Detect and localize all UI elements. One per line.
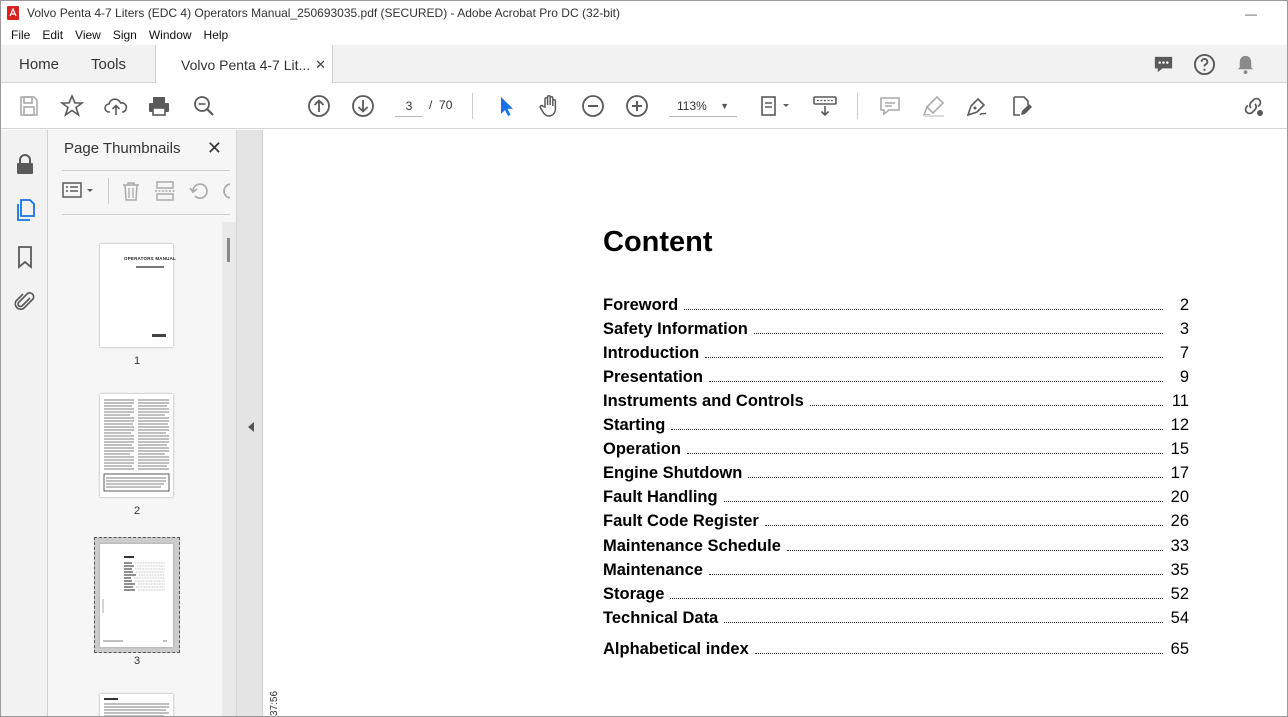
rotate-clockwise-icon[interactable] xyxy=(220,180,230,202)
toc-leader-dots xyxy=(671,429,1163,430)
share-link-icon[interactable] xyxy=(1241,94,1265,118)
thumbnail-1-subtitle xyxy=(136,266,164,268)
chevron-down-icon: ▼ xyxy=(720,101,729,111)
header-right-icons xyxy=(1152,53,1257,76)
bookmark-star-icon[interactable] xyxy=(60,94,84,118)
toc-entry-title: Instruments and Controls xyxy=(603,392,804,410)
save-icon[interactable] xyxy=(17,94,41,118)
scroll-mode-icon[interactable] xyxy=(813,94,837,118)
find-zoom-icon[interactable] xyxy=(192,94,216,118)
toc-leader-dots xyxy=(687,453,1163,454)
toc-leader-dots xyxy=(724,622,1163,623)
toc-entry-page: 20 xyxy=(1170,488,1189,506)
sign-pen-icon[interactable] xyxy=(965,94,989,118)
toc-entry[interactable] xyxy=(603,413,1189,435)
toc-entry-title: Foreword xyxy=(603,296,679,314)
toc-entry[interactable] xyxy=(603,485,1189,507)
page-fit-icon[interactable] xyxy=(759,94,793,118)
print-icon[interactable] xyxy=(147,94,171,118)
toc-entry[interactable] xyxy=(603,606,1189,628)
toc-entry[interactable] xyxy=(603,461,1189,483)
toc-leader-dots xyxy=(755,653,1163,654)
toc-leader-dots xyxy=(684,309,1163,310)
bookmarks-icon[interactable] xyxy=(13,245,37,269)
toc-entry-page: 35 xyxy=(1170,561,1189,579)
window-title: Volvo Penta 4-7 Liters (EDC 4) Operators Manual_250693035.pdf (SECURED) - Adobe Acrobat Pro DC (32-bit) xyxy=(27,6,620,20)
page-thumbnail-1[interactable] xyxy=(100,244,177,347)
collapse-arrow-icon[interactable] xyxy=(248,422,254,432)
page-thumbnails-icon[interactable] xyxy=(13,198,37,222)
toc-entry[interactable] xyxy=(603,365,1189,387)
toolbar-divider xyxy=(472,93,473,119)
toc-entry-page: 65 xyxy=(1170,640,1189,658)
tab-home[interactable]: Home xyxy=(19,55,60,73)
toc-entry-page: 15 xyxy=(1170,440,1189,458)
menu-sign[interactable]: Sign xyxy=(112,28,137,42)
total-pages: 70 xyxy=(439,98,453,112)
toc-entry-title: Storage xyxy=(603,585,665,603)
document-view[interactable] xyxy=(263,130,1287,717)
toc-entry-page: 3 xyxy=(1179,320,1189,338)
toc-entry-title: Maintenance xyxy=(603,561,703,579)
menu-file[interactable]: File xyxy=(11,28,31,42)
page-thumbnails-panel xyxy=(48,130,237,717)
toc-leader-dots xyxy=(670,598,1163,599)
toc-entry-title: Alphabetical index xyxy=(603,640,749,658)
toc-entry-page: 17 xyxy=(1170,464,1189,482)
toc-entry[interactable] xyxy=(603,341,1189,363)
tab-document-label: Volvo Penta 4-7 Lit... xyxy=(181,56,311,73)
tab-tools[interactable]: Tools xyxy=(91,55,127,73)
toolbar-divider xyxy=(857,93,858,119)
navigation-rail xyxy=(1,130,48,717)
toc-entry-title: Maintenance Schedule xyxy=(603,537,781,555)
toc-leader-dots xyxy=(765,525,1163,526)
help-icon[interactable] xyxy=(1193,53,1216,76)
toc-entry[interactable] xyxy=(603,637,1189,659)
comment-icon[interactable] xyxy=(878,94,902,118)
zoom-level-value: 113% xyxy=(677,99,707,113)
toc-entry[interactable] xyxy=(603,437,1189,459)
document-heading: Content xyxy=(603,226,713,258)
toc-entry-title: Safety Information xyxy=(603,320,748,338)
scrollbar-thumb[interactable] xyxy=(227,238,230,262)
thumbnail-1-heading: OPERATORS MANUAL xyxy=(124,256,177,261)
toc-entry[interactable] xyxy=(603,317,1189,339)
menu-help[interactable]: Help xyxy=(203,28,229,42)
delete-page-icon[interactable] xyxy=(120,180,142,202)
toc-entry-page: 9 xyxy=(1179,368,1189,386)
previous-page-icon[interactable] xyxy=(307,94,331,118)
toc-entry-page: 2 xyxy=(1179,296,1189,314)
toc-leader-dots xyxy=(754,333,1163,334)
menu-window[interactable]: Window xyxy=(148,28,192,42)
menu-edit[interactable]: Edit xyxy=(42,28,64,42)
hand-tool-icon[interactable] xyxy=(537,94,561,118)
toc-entry-page: 26 xyxy=(1170,512,1189,530)
panel-divider xyxy=(62,214,230,215)
thumbnail-2-text-lines xyxy=(100,394,173,497)
toc-leader-dots xyxy=(748,477,1163,478)
toc-leader-dots xyxy=(810,405,1163,406)
toc-entry-title: Presentation xyxy=(603,368,703,386)
panel-divider xyxy=(62,170,230,171)
insert-pages-icon[interactable] xyxy=(154,180,176,202)
toc-entry[interactable] xyxy=(603,534,1189,556)
lock-icon[interactable] xyxy=(13,152,37,176)
zoom-out-icon[interactable] xyxy=(581,94,605,118)
side-stamp-text: 37:56 xyxy=(269,690,280,716)
close-panel-icon[interactable]: ✕ xyxy=(206,138,222,158)
toc-leader-dots xyxy=(724,501,1163,502)
toc-entry[interactable] xyxy=(603,582,1189,604)
toc-leader-dots xyxy=(709,574,1163,575)
toc-entry[interactable] xyxy=(603,509,1189,531)
toc-entry-page: 11 xyxy=(1171,392,1189,410)
next-page-icon[interactable] xyxy=(351,94,375,118)
minimize-button[interactable]: — xyxy=(1245,7,1257,21)
toc-leader-dots xyxy=(705,357,1163,358)
close-tab-icon[interactable]: ✕ xyxy=(315,56,326,72)
toc-entry[interactable] xyxy=(603,293,1189,315)
upload-cloud-icon[interactable] xyxy=(104,94,128,118)
menu-bar xyxy=(1,25,1287,45)
toc-entry-title: Technical Data xyxy=(603,609,719,627)
main-toolbar xyxy=(1,83,1287,129)
attachments-paperclip-icon[interactable] xyxy=(13,290,37,314)
toc-leader-dots xyxy=(787,550,1163,551)
toc-entry[interactable] xyxy=(603,558,1189,580)
toc-leader-dots xyxy=(709,381,1163,382)
acrobat-app-icon xyxy=(7,6,19,20)
panel-collapse-bar[interactable] xyxy=(237,130,263,717)
thumbnail-tools xyxy=(62,178,230,206)
toc-entry-page: 33 xyxy=(1170,537,1189,555)
thumbnails-scrollbar[interactable] xyxy=(222,222,236,717)
tab-document[interactable] xyxy=(155,45,333,84)
toc-entry-title: Fault Handling xyxy=(603,488,718,506)
page-thumbnail-3[interactable] xyxy=(100,544,173,647)
page-count xyxy=(429,98,452,112)
thumbnail-3-toc-lines xyxy=(100,544,173,647)
notifications-bell-icon[interactable] xyxy=(1234,53,1257,76)
tools-divider xyxy=(108,178,109,204)
toc-entry[interactable] xyxy=(603,389,1189,411)
thumbnail-options-icon[interactable] xyxy=(62,180,96,202)
toc-entry-title: Fault Code Register xyxy=(603,512,759,530)
thumbnails-panel-title: Page Thumbnails xyxy=(64,140,181,157)
toc-entry-page: 54 xyxy=(1170,609,1189,627)
tab-bar xyxy=(1,45,1287,83)
select-cursor-icon[interactable] xyxy=(494,94,518,118)
thumbnail-1-logo xyxy=(152,334,166,337)
thumbnail-4-text-lines xyxy=(100,694,173,717)
page-number-input[interactable]: 3 xyxy=(395,95,423,117)
edit-pdf-icon[interactable] xyxy=(1009,94,1033,118)
rotate-counterclockwise-icon[interactable] xyxy=(188,180,210,202)
page-thumbnail-4[interactable] xyxy=(100,694,173,717)
toc-entry-page: 7 xyxy=(1179,344,1189,362)
toc-entry-title: Introduction xyxy=(603,344,700,362)
thumbnail-label-2: 2 xyxy=(133,505,141,517)
toc-entry-title: Starting xyxy=(603,416,666,434)
comment-chat-icon[interactable] xyxy=(1152,53,1175,76)
zoom-in-icon[interactable] xyxy=(625,94,649,118)
highlighter-icon[interactable] xyxy=(922,94,946,118)
toc-entry-title: Operation xyxy=(603,440,681,458)
zoom-level-select[interactable] xyxy=(669,95,737,117)
page-thumbnail-2[interactable] xyxy=(100,394,173,497)
thumbnail-label-1: 1 xyxy=(133,355,141,367)
toc-entry-page: 52 xyxy=(1170,585,1189,603)
menu-view[interactable]: View xyxy=(75,28,101,42)
thumbnail-label-3: 3 xyxy=(133,655,141,667)
page-separator: / xyxy=(429,98,433,112)
toc-entry-page: 12 xyxy=(1170,416,1189,434)
toc-entry-title: Engine Shutdown xyxy=(603,464,743,482)
title-bar xyxy=(1,1,1287,25)
